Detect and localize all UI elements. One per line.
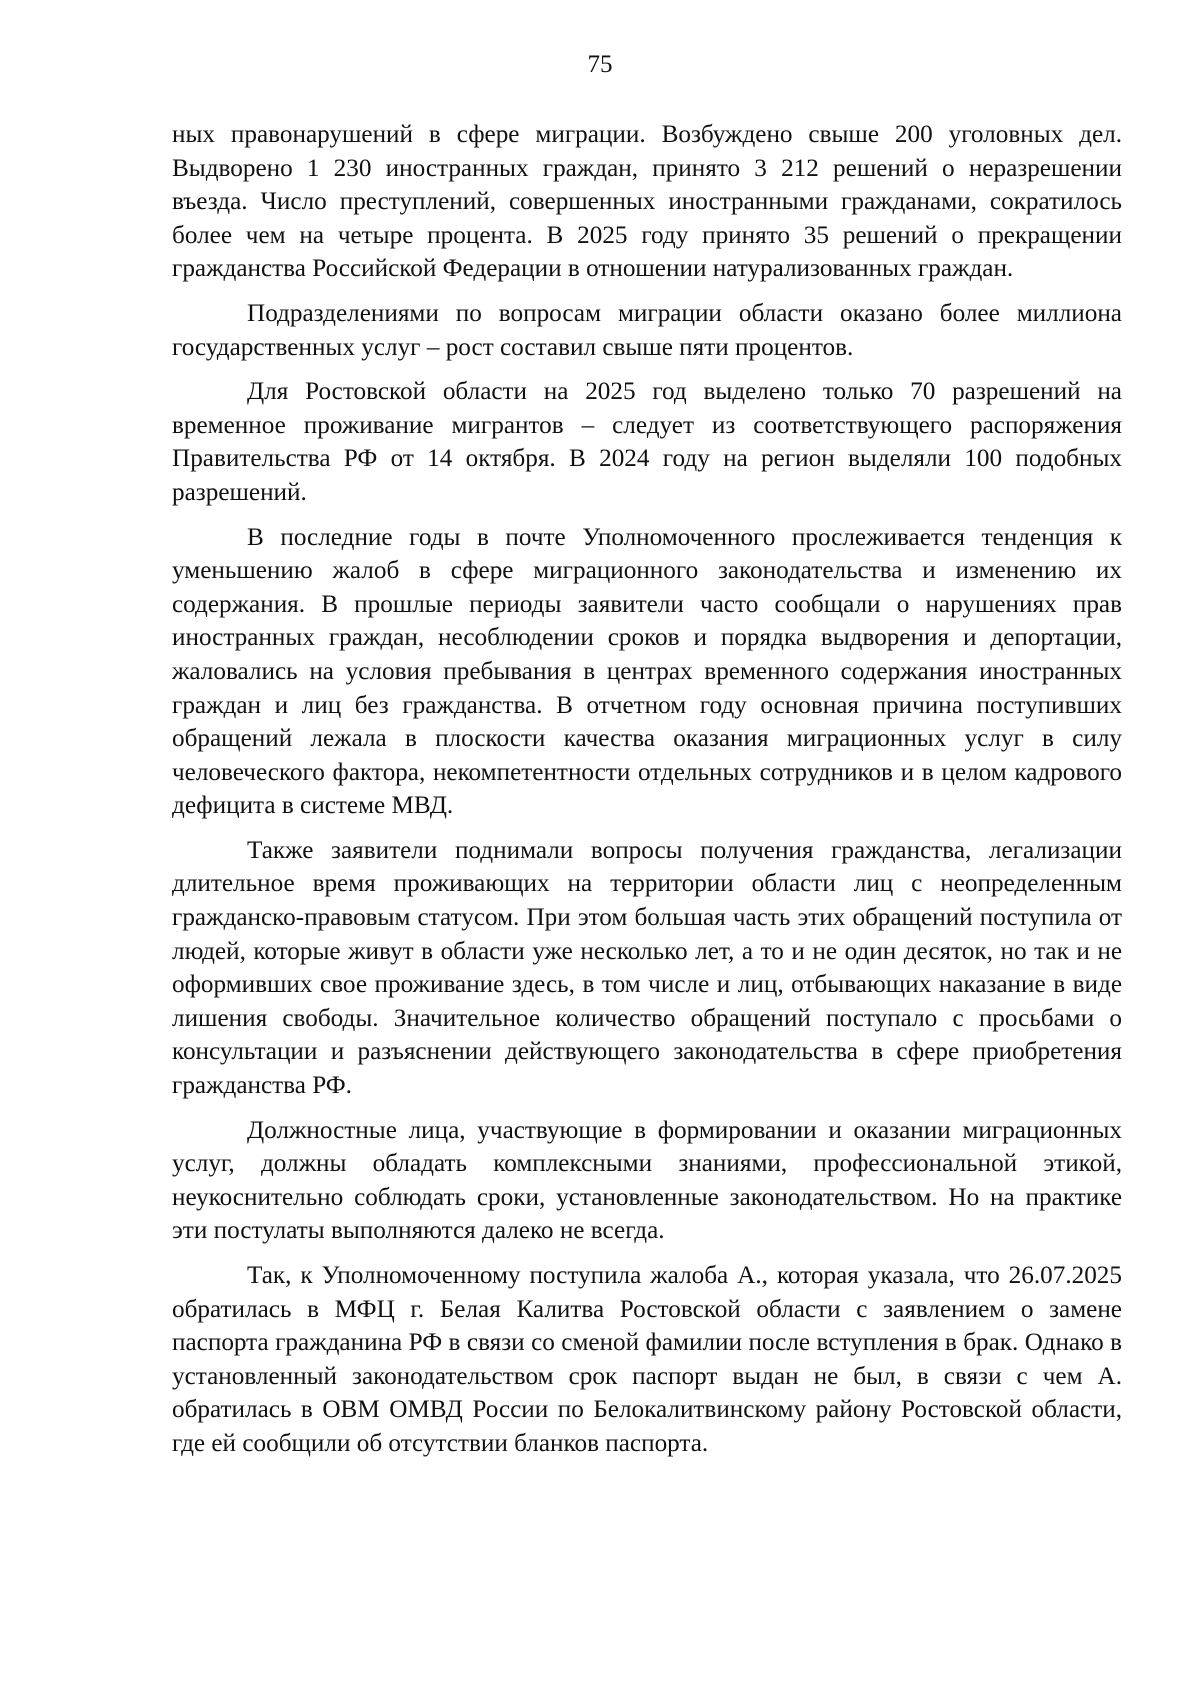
paragraph-7: Так, к Уполномоченному поступила жалоба А., которая указала, что 26.07.2025 обратилась в МФЦ г. Белая Калитва Ростовской области с заявлением о замене паспорта гражданина РФ в связи со сменой фамилии после вступления в брак. Однако в установленный законодательством срок паспорт выдан не был, в связи с чем А. обратилась в ОВМ ОМВД России по Белокалитвинскому району Ростовской области, где ей сообщили об отсутствии бланков паспорта. bbox=[172, 1262, 1122, 1457]
paragraph-2: Подразделениями по вопросам миграции области оказано более миллиона государственных услуг – рост составил свыше пяти процентов. bbox=[172, 299, 1122, 361]
paragraph-5: Также заявители поднимали вопросы получения гражданства, легализации длительное время проживающих на территории области лиц с неопределенным гражданско-правовым статусом. При этом большая часть этих обращений поступила от людей, которые живут в области уже несколько лет, а то и не один десяток, но так и не оформивших свое проживание здесь, в том числе и лиц, отбывающих наказание в виде лишения свободы. Значительное количество обращений поступало с просьбами о консультации и разъяснении действующего законодательства в сфере приобретения гражданства РФ. bbox=[172, 836, 1122, 1100]
paragraph-1: ных правонарушений в сфере миграции. Возбуждено свыше 200 уголовных дел. Выдворено 1 230 иностранных граждан, принято 3 212 решений о неразрешении въезда. Число преступлений, совершенных иностранными гражданами, сократилось более чем на четыре процента. В 2025 году принято 35 решений о прекращении гражданства Российской Федерации в отношении натурализованных граждан. bbox=[172, 121, 1122, 283]
paragraph-4: В последние годы в почте Уполномоченного прослеживается тенденция к уменьшению жалоб в сфере миграционного законодательства и изменению их содержания. В прошлые периоды заявители часто сообщали о нарушениях прав иностранных граждан, несоблюдении сроков и порядка выдворения и депортации, жаловались на условия пребывания в центрах временного содержания иностранных граждан и лиц без гражданства. В отчетном году основная причина поступивших обращений лежала в плоскости качества оказания миграционных услуг в силу человеческого фактора, некомпетентности отдельных сотрудников и в целом кадрового дефицита в системе МВД. bbox=[172, 523, 1122, 820]
paragraph-3: Для Ростовской области на 2025 год выделено только 70 разрешений на временное проживание мигрантов – следует из соответствующего распоряжения Правительства РФ от 14 октября. В 2024 году на регион выделяли 100 подобных разрешений. bbox=[172, 378, 1122, 506]
document-body bbox=[172, 118, 1122, 1472]
page-number: 75 bbox=[587, 51, 613, 78]
paragraph-6: Должностные лица, участвующие в формировании и оказании миграционных услуг, должны обладать комплексными знаниями, профессиональной этикой, неукоснительно соблюдать сроки, установленные законодательством. Но на практике эти постулаты выполняются далеко не всегда. bbox=[172, 1116, 1122, 1245]
